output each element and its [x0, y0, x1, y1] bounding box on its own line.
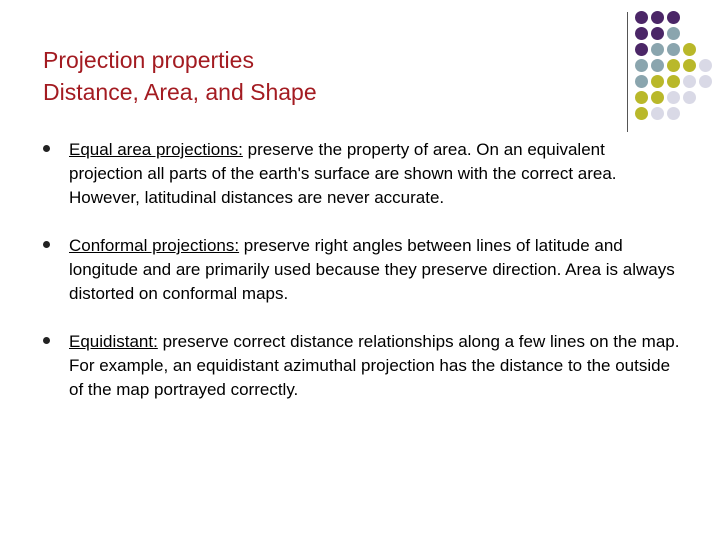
decorative-dot-olive — [635, 107, 648, 120]
decorative-dot-lavender — [699, 75, 712, 88]
decorative-dot-olive — [683, 43, 696, 56]
decorative-dot-purple — [667, 11, 680, 24]
list-item-equidistant — [43, 330, 683, 402]
decorative-dot-purple — [635, 43, 648, 56]
decorative-dot-grid — [0, 0, 720, 140]
list-item-conformal — [43, 234, 683, 306]
bullet-icon — [43, 337, 50, 344]
bullet-icon — [43, 241, 50, 248]
decorative-dot-olive — [651, 75, 664, 88]
decorative-dot-olive — [667, 75, 680, 88]
decorative-dot-olive — [683, 59, 696, 72]
bullet-list — [43, 138, 683, 402]
decorative-dot-lavender — [699, 59, 712, 72]
term-label: Conformal projections: — [69, 236, 240, 255]
decorative-dot-teal — [651, 43, 664, 56]
decorative-dot-lavender — [683, 91, 696, 104]
item-description: preserve correct distance relationships along a few lines on the map. For example, an equidistant azimuthal projection has the distance to the outside of the map portrayed correctly. — [69, 332, 680, 399]
decorative-dot-purple — [635, 11, 648, 24]
decorative-dot-lavender — [667, 107, 680, 120]
decorative-dot-lavender — [651, 107, 664, 120]
decorative-dot-teal — [635, 75, 648, 88]
item-description: preserve the property of area. On an equivalent projection all parts of the earth's surface are shown with the correct area. However, latitudinal distances are never accurate. — [69, 140, 617, 207]
decorative-dot-purple — [651, 11, 664, 24]
decorative-dot-purple — [635, 27, 648, 40]
decorative-dot-teal — [635, 59, 648, 72]
decorative-dot-lavender — [667, 91, 680, 104]
decorative-dot-teal — [651, 59, 664, 72]
item-description: preserve right angles between lines of latitude and longitude and are primarily used because they preserve direction. Area is always distorted on conformal maps. — [69, 236, 675, 303]
decorative-dot-olive — [635, 91, 648, 104]
term-label: Equidistant: — [69, 332, 158, 351]
decorative-dot-teal — [667, 43, 680, 56]
title-line-2: Distance, Area, and Shape — [43, 79, 317, 105]
term-label: Equal area projections: — [69, 140, 243, 159]
decorative-dot-teal — [667, 27, 680, 40]
title-line-1: Projection properties — [43, 47, 254, 73]
decorative-dot-lavender — [683, 75, 696, 88]
list-item-equal-area — [43, 138, 683, 210]
decorative-dot-olive — [667, 59, 680, 72]
decorative-dot-olive — [651, 91, 664, 104]
bullet-icon — [43, 145, 50, 152]
decorative-dot-purple — [651, 27, 664, 40]
